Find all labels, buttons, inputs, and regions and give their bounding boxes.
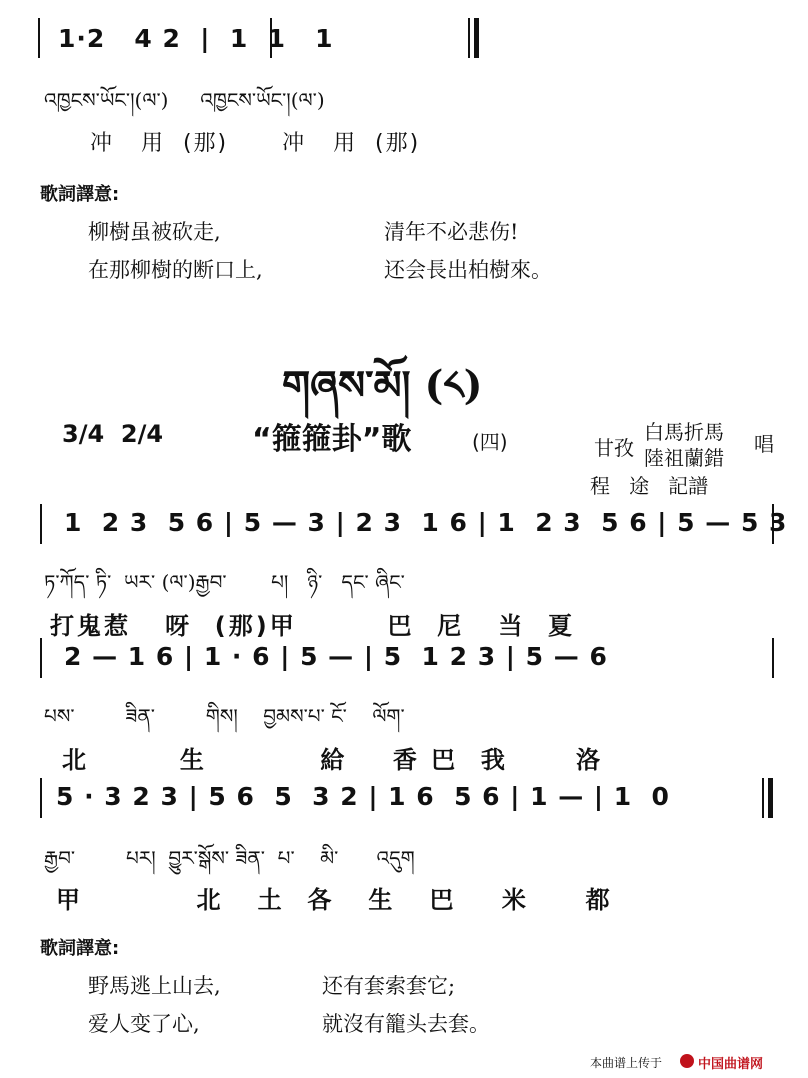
song-number: (四) <box>472 430 508 454</box>
credit-recorder: 程 途 記譜 <box>590 474 709 498</box>
barline <box>762 778 764 818</box>
credit-singer: 陸祖蘭錯 <box>644 446 724 470</box>
translation-line: 还会長出柏樹來。 <box>384 258 552 282</box>
translation-line: 还有套索套它; <box>322 974 456 998</box>
credit-place: 甘孜 <box>594 436 634 460</box>
translation-label: 歌詞譯意: <box>40 938 120 959</box>
translation-line: 在那柳樹的断口上, <box>88 258 263 282</box>
chinese-lyrics: 甲 北 土 各 生 巴 米 都 <box>56 886 613 914</box>
final-barline <box>768 778 773 818</box>
final-barline <box>474 18 479 58</box>
chinese-lyrics: 打鬼惹 呀 (那)甲 巴 尼 当 夏 <box>50 612 576 640</box>
footer-note: 本曲谱上传于 <box>590 1056 663 1070</box>
song-title-chinese: “箍箍卦”歌 <box>252 422 412 457</box>
tibetan-lyrics: རྒྱབ་ པར། བྱུར་སྒོས་ ཟིན་ པ་ མི་ འདུག <box>44 846 415 870</box>
notes-row: 5 · 3 2 3 | 5 6 5 3 2 | 1 6 5 6 | 1 — | 1 0 <box>56 782 670 811</box>
translation-line: 柳樹虽被砍走, <box>88 220 221 244</box>
translation-label: 歌詞譯意: <box>40 184 120 205</box>
translation-line: 野馬逃上山去, <box>88 974 221 998</box>
translation-line: 就沒有籠头去套。 <box>322 1012 490 1036</box>
tibetan-lyrics: འཁྱངས་ཡོང་།(ལ་) འཁྱངས་ཡོང་།(ལ་) <box>44 88 325 112</box>
barline <box>468 18 470 58</box>
tibetan-lyrics: ཏ་ཀོད་ ཏི་ ཡར་ (ལ་)རྒྱབ་ པ། ཉི་ དང་ ཞིང་ <box>44 570 405 594</box>
translation-line: 清年不必悲伤! <box>384 220 519 244</box>
credit-sing: 唱 <box>754 432 774 456</box>
credit-singer: 白馬折馬 <box>644 420 724 444</box>
tibetan-lyrics: པས་ ཟིན་ གིས། བྱམས་པ་ ངོ་ ལོག་ <box>44 704 405 728</box>
barline <box>40 504 42 544</box>
chinese-lyrics: 冲 用 (那) 冲 用 (那) <box>90 131 421 156</box>
barline <box>40 778 42 818</box>
translation-line: 爱人变了心, <box>88 1012 200 1036</box>
notes-line: 1·2 4 2 | 1 1 1 <box>58 24 334 53</box>
notes-row: 2 — 1 6 | 1 · 6 | 5 — | 5 1 2 3 | 5 — 6 <box>64 642 608 671</box>
footer-brand-link[interactable]: 中国曲谱网 <box>698 1057 764 1072</box>
time-signature: 3/4 2/4 <box>62 420 164 448</box>
chinese-lyrics: 北 生 給 香 巴 我 洛 <box>62 746 604 774</box>
barline <box>772 638 774 678</box>
notes-row: 1 2 3 5 6 | 5 — 3 | 2 3 1 6 | 1 2 3 5 6 | 5 — 5 3 <box>64 508 788 537</box>
song-title-tibetan: གཞས་མོ། (༨) <box>282 362 483 409</box>
barline <box>40 638 42 678</box>
site-logo-icon <box>680 1054 694 1068</box>
barline <box>38 18 40 58</box>
